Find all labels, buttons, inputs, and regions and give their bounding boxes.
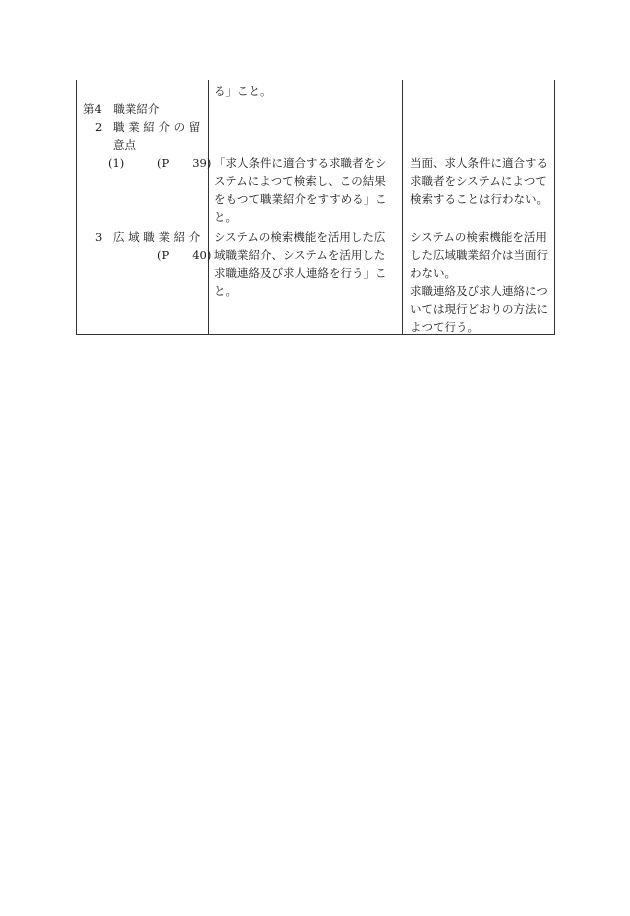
right-row2-line: わない。 (410, 266, 456, 280)
mid-row1-line: をもつて職業紹介をすすめる」こ (214, 192, 387, 206)
mid-row1-line: ステムによつて検索し、この結果 (214, 174, 386, 188)
item-2-title: 職 業 紹 介 の 留 (113, 120, 201, 134)
comparison-table (76, 80, 555, 335)
item-2-number: 2 (95, 120, 103, 134)
right-row2-line: いては現行どおりの方法に (410, 302, 548, 316)
item-1-number: (1) (108, 156, 125, 170)
right-row2-line: した広域職業紹介は当面行 (410, 248, 548, 262)
mid-row1-line: と。 (214, 210, 237, 224)
mid-continuation-line: る」こと。 (214, 84, 272, 98)
mid-row1-line: 「求人条件に適合する求職者をシ (214, 156, 387, 170)
right-row2-line: 求職連絡及び求人連絡につ (410, 284, 548, 298)
mid-row2-line: と。 (214, 284, 237, 298)
mid-row2-line: システムの検索機能を活用した広 (214, 230, 386, 244)
right-row2-line: システムの検索機能を活用 (410, 230, 547, 244)
right-row1-line: 当面、求人条件に適合する (410, 156, 548, 170)
item-3-page-ref: (P 40) (157, 248, 212, 262)
right-row1-line: 求職者をシステムによつて (410, 174, 547, 188)
item-1-page-ref: (P 39) (157, 156, 212, 170)
item-3-number: 3 (95, 230, 103, 244)
column-divider-1 (208, 80, 209, 334)
item-3-title: 広 域 職 業 紹 介 (113, 230, 201, 244)
item-2-title-cont: 意点 (113, 138, 136, 152)
mid-row2-line: 求職連絡及び求人連絡を行う」こ (214, 266, 387, 280)
right-row2-line: よつて行う。 (410, 320, 479, 334)
right-row1-line: 検索することは行わない。 (410, 192, 548, 206)
mid-row2-line: 域職業紹介、システムを活用した (214, 248, 386, 262)
column-divider-2 (402, 80, 403, 334)
section-title: 第4 職業紹介 (83, 102, 160, 116)
